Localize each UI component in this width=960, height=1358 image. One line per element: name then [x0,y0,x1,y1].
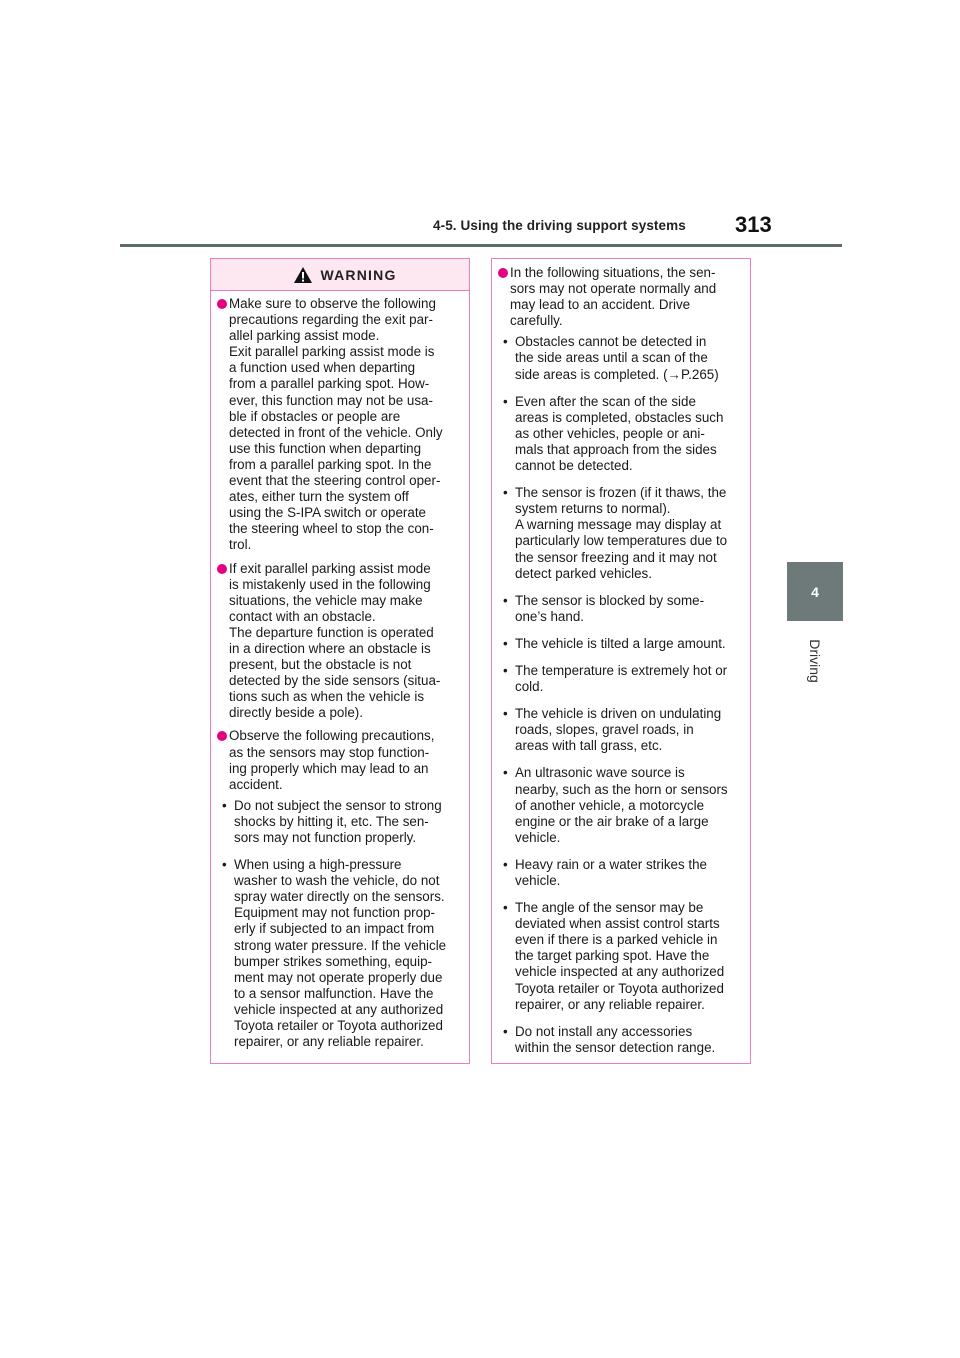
bullet-item [498,857,741,889]
text-line: spray water directly on the sensors. [234,889,445,905]
text-line: in a direction where an obstacle is [229,640,431,656]
text-line: The sensor is frozen (if it thaws, the [515,485,727,501]
bullet-dot: • [503,592,508,608]
text-line: vehicle inspected at any authorized [234,1001,444,1017]
warning-item [217,728,460,792]
text-line: allel parking assist mode. [229,328,380,344]
bullet-dot: • [503,765,508,781]
text-line: detected in front of the vehicle. Only [229,424,443,440]
bullet-item [498,485,741,582]
bullet-dot: • [503,334,508,350]
bullet-dot: • [503,856,508,872]
text-line: cannot be detected. [515,458,633,474]
text-line: areas with tall grass, etc. [515,738,663,754]
warning-panel [210,258,470,1064]
bullet-dot: • [503,635,508,651]
text-line: even if there is a parked vehicle in [515,932,718,948]
text-line: Obstacles cannot be detected in [515,334,707,350]
text-line: engine or the air brake of a large [515,813,709,829]
text-line: from a parallel parking spot. In the [229,456,432,472]
text-line: nearby, such as the horn or sensors [515,781,728,797]
text-line: one’s hand. [515,608,584,624]
text-line: directly beside a pole). [229,705,363,721]
arrow-right-icon: → [667,366,681,382]
text-line: Do not subject the sensor to strong [234,797,442,813]
text-line: detect parked vehicles. [515,565,652,581]
bullet-item [217,798,460,846]
text-line: erly if subjected to an impact from [234,921,435,937]
text-line: repairer, or any reliable repairer. [515,996,705,1012]
page-reference-link[interactable]: P.265) [680,366,719,382]
text-line: Even after the scan of the side [515,393,696,409]
text-line: strong water pressure. If the vehicle [234,937,447,953]
bullet-item [498,706,741,754]
text-line: event that the steering control oper- [229,473,441,489]
bullet-dot: • [503,706,508,722]
bullet-item [498,593,741,625]
text-line: is mistakenly used in the following [229,576,431,592]
text-segment: side areas is completed. ( [515,366,668,382]
text-line: may lead to an accident. Drive [510,297,691,313]
bullet-item [217,857,460,1050]
text-line: the target parking spot. Have the [515,948,710,964]
text-line: within the sensor detection range. [515,1039,716,1055]
text-line: as other vehicles, people or ani- [515,425,705,441]
text-line: A warning message may display at [515,517,722,533]
text-line: The sensor is blocked by some- [515,592,705,608]
text-line: ment may not operate properly due [234,969,443,985]
text-line: particularly low temperatures due to [515,533,728,549]
warning-triangle-icon [293,266,313,284]
bullet-dot: • [503,1023,508,1039]
text-line: sors may not operate normally and [510,281,717,297]
text-line: vehicle inspected at any authorized [515,964,725,980]
text-line: using the S-IPA switch or operate [229,505,426,521]
text-line [515,367,741,383]
page-number: 313 [735,212,772,237]
header-divider [120,244,842,247]
text-line: sors may not function properly. [234,830,417,845]
text-line: precautions regarding the exit par- [229,312,433,328]
bullet-item [498,1024,741,1056]
text-line: carefully. [510,313,563,329]
bullet-item [498,900,741,1013]
warning-item [217,296,460,554]
warning-item [498,265,741,329]
bullet-item [498,636,741,652]
text-line: Make sure to observe the following [229,296,436,311]
bullet-dot: • [222,857,227,873]
text-line: system returns to normal). [515,501,671,517]
warning-item [217,561,460,722]
bullet-dot: • [503,900,508,916]
bullet-item [498,765,741,845]
text-line: The temperature is extremely hot or [515,662,728,678]
bullet-dot: • [503,393,508,409]
circle-bullet-icon [217,299,227,309]
text-line: roads, slopes, gravel roads, in [515,722,694,738]
text-line: a function used when departing [229,360,416,376]
text-line: contact with an obstacle. [229,608,376,624]
text-line: An ultrasonic wave source is [515,765,685,781]
bullet-item [498,334,741,382]
text-line: mals that approach from the sides [515,441,717,457]
text-line: Toyota retailer or Toyota authorized [234,1018,443,1034]
text-line: accident. [229,776,283,792]
text-line: trol. [229,537,252,553]
text-line: Do not install any accessories [515,1023,693,1039]
text-line: repairer, or any reliable repairer. [234,1034,424,1050]
text-line: When using a high-pressure [234,857,402,873]
text-line: Heavy rain or a water strikes the [515,856,708,872]
bullet-item [498,663,741,695]
text-line: of another vehicle, a motorcycle [515,797,705,813]
text-line: as the sensors may stop function- [229,744,430,760]
chapter-tab[interactable]: 4 [787,562,843,621]
chapter-label [786,631,844,691]
text-line: present, but the obstacle is not [229,657,412,673]
text-line: the sensor freezing and it may not [515,549,717,565]
text-line: The vehicle is tilted a large amount. [515,635,726,651]
text-line: ing properly which may lead to an [229,760,429,776]
circle-bullet-icon [217,731,227,741]
text-line: use this function when departing [229,440,422,456]
circle-bullet-icon [217,564,227,574]
section-title: 4-5. Using the driving support systems [433,218,686,233]
text-line: ble if obstacles or people are [229,408,401,424]
text-line: vehicle. [515,829,561,845]
circle-bullet-icon [498,268,508,278]
text-line: Exit parallel parking assist mode is [229,344,435,360]
text-line: In the following situations, the sen- [510,265,716,280]
text-line: Equipment may not function prop- [234,905,435,921]
text-line: tions such as when the vehicle is [229,689,425,705]
warning-title: WARNING [320,266,397,283]
bullet-item [498,394,741,474]
text-line: cold. [515,679,544,695]
text-line: to a sensor malfunction. Have the [234,985,434,1001]
text-line: situations, the vehicle may make [229,592,423,608]
bullet-dot: • [503,485,508,501]
text-line: Toyota retailer or Toyota authorized [515,980,724,996]
text-line: ates, either turn the system off [229,489,409,505]
bullet-dot: • [222,797,227,813]
warning-header [211,259,469,291]
text-line: Observe the following precautions, [229,728,435,744]
text-line: areas is completed, obstacles such [515,409,724,425]
text-line: shocks by hitting it, etc. The sen- [234,813,429,829]
text-line: The departure function is operated [229,624,434,640]
chapter-label-text: Driving [806,639,823,683]
text-line: vehicle. [515,873,561,888]
text-line: If exit parallel parking assist mode [229,560,431,576]
text-line: ever, this function may not be usa- [229,392,433,408]
text-line: washer to wash the vehicle, do not [234,873,440,889]
text-line: detected by the side sensors (situa- [229,673,441,689]
text-line: deviated when assist control starts [515,916,720,932]
text-line: The vehicle is driven on undulating [515,706,722,722]
text-line: the steering wheel to stop the con- [229,521,434,537]
text-line: The angle of the sensor may be [515,900,704,916]
warning-continuation-panel [491,258,751,1064]
text-line: the side areas until a scan of the [515,350,708,366]
text-line: from a parallel parking spot. How- [229,376,430,392]
text-line: bumper strikes something, equip- [234,953,432,969]
bullet-dot: • [503,662,508,678]
